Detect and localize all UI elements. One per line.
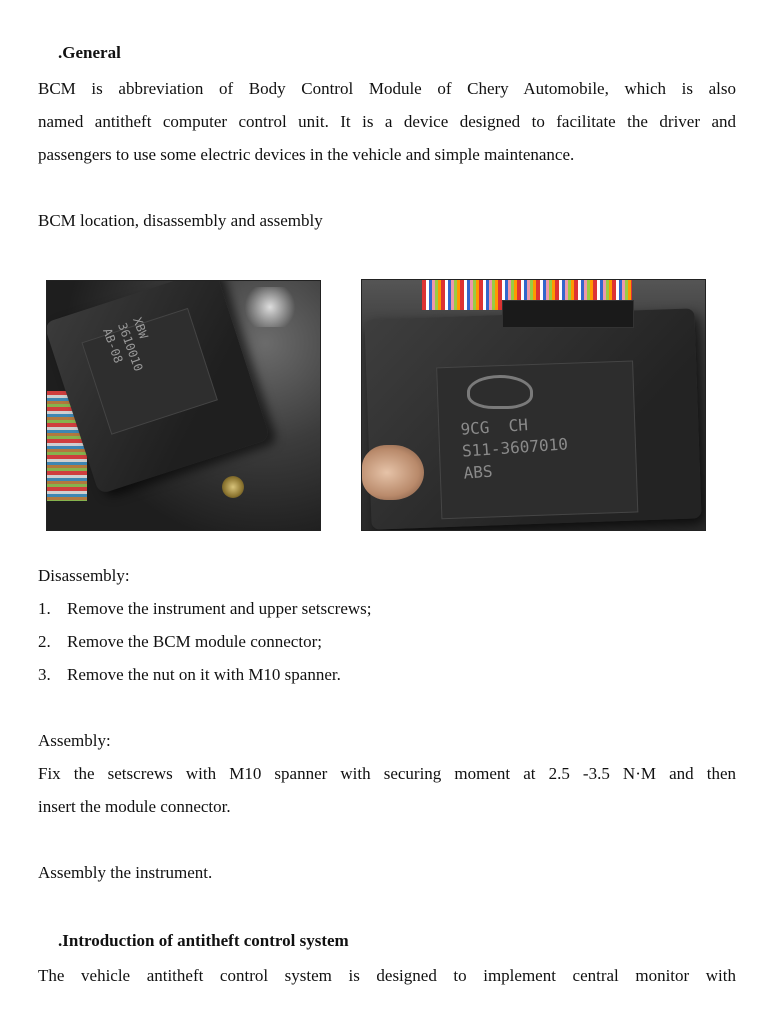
general-paragraph-line-1: BCM is abbreviation of Body Control Module of Chery Automobile, which is also [38,79,736,98]
assembly-heading: Assembly: [38,731,111,750]
chery-logo-icon [467,375,533,409]
mounting-bolt [222,476,244,498]
assembly-instrument-line: Assembly the instrument. [38,863,213,882]
list-item [38,665,736,685]
bcm-photo-closeup [361,279,706,531]
list-number: 1. [38,599,51,618]
assembly-paragraph-line-1: Fix the setscrews with M10 spanner with securing moment at 2.5 -3.5 N·M and then [38,764,736,783]
assembly-paragraph-line-2: insert the module connector. [38,797,231,816]
general-paragraph-line-3: passengers to use some electric devices in the vehicle and simple maintenance. [38,145,575,164]
bcm-label-text: XBW 3610010 AB-08 [100,315,151,374]
disassembly-heading: Disassembly: [38,566,130,585]
bcm-module-label-plate [81,308,217,435]
section-heading-general: .General [58,43,121,62]
general-paragraph-line-2: named antitheft computer control unit. It is a device designed to facilitate the driver and [38,112,736,131]
list-text: Remove the instrument and upper setscrews; [67,599,372,618]
finger [362,445,424,500]
list-number: 3. [38,665,51,684]
bcm-label-text: 9CG CH S11-3607010 ABS [459,415,569,483]
list-number: 2. [38,632,51,651]
list-item [38,599,736,619]
module-connector [502,300,634,328]
section-heading-antitheft: .Introduction of antitheft control system [58,931,349,950]
light-reflection [240,287,300,327]
antitheft-paragraph-line-1: The vehicle antitheft control system is designed to implement central monitor with [38,966,736,985]
list-text: Remove the nut on it with M10 spanner. [67,665,341,684]
bcm-photo-installed [46,280,321,531]
list-text: Remove the BCM module connector; [67,632,322,651]
location-heading: BCM location, disassembly and assembly [38,211,323,230]
list-item [38,632,736,652]
